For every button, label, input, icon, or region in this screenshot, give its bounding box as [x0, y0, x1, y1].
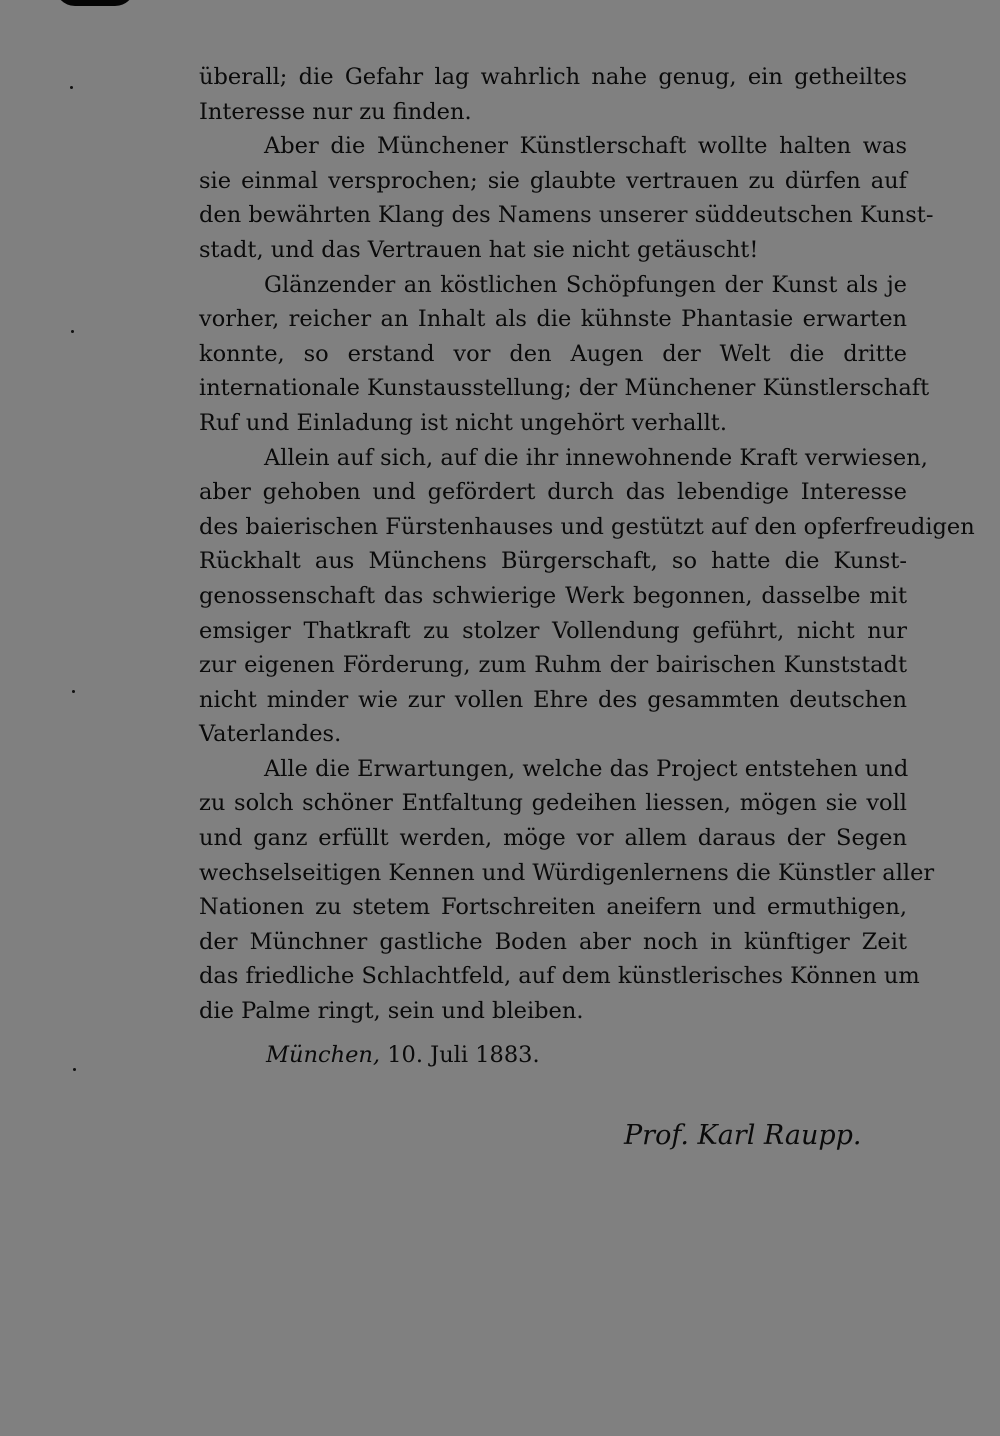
margin-speck	[71, 330, 74, 333]
dateline-place: München,	[266, 1042, 381, 1068]
margin-speck	[70, 86, 73, 89]
text-line: aber gehoben und gefördert durch das lebendige Interesse	[199, 479, 907, 506]
text-line: stadt, und das Vertrauen hat sie nicht getäuscht!	[199, 236, 759, 263]
paragraph	[199, 129, 934, 267]
paragraph	[199, 752, 935, 1029]
text-line: Aber die Münchener Künstlerschaft wollte halten was	[264, 133, 907, 160]
paragraph	[199, 60, 907, 129]
text-line: nicht minder wie zur vollen Ehre des gesammten deutschen	[199, 686, 907, 713]
text-line: der Münchner gastliche Boden aber noch in künftiger Zeit	[199, 928, 907, 955]
text-line: Alle die Erwartungen, welche das Project entstehen und	[264, 755, 909, 782]
text-line: Nationen zu stetem Fortschreiten aneifern und ermuthigen,	[199, 894, 907, 921]
text-line: Ruf und Einladung ist nicht ungehört verhallt.	[199, 409, 727, 436]
text-line: Interesse nur zu finden.	[199, 98, 472, 125]
text-line: Allein auf sich, auf die ihr innewohnende Kraft verwiesen,	[264, 444, 928, 471]
text-line: internationale Kunstausstellung; der Münchener Künstlerschaft	[199, 375, 930, 402]
text-line: die Palme ringt, sein und bleiben.	[199, 998, 584, 1025]
dateline-date: 10. Juli 1883.	[387, 1042, 540, 1068]
signature: Prof. Karl Raupp.	[624, 1120, 862, 1151]
paragraph	[199, 268, 930, 441]
margin-speck	[72, 690, 75, 693]
text-line: Rückhalt aus Münchens Bürgerschaft, so hatte die Kunst-	[199, 548, 907, 575]
text-line: emsiger Thatkraft zu stolzer Vollendung geführt, nicht nur	[199, 617, 907, 644]
text-line: zu solch schöner Entfaltung gedeihen liessen, mögen sie voll	[199, 790, 907, 817]
text-line: den bewährten Klang des Namens unserer süddeutschen Kunst-	[199, 202, 934, 229]
text-line: überall; die Gefahr lag wahrlich nahe genug, ein getheiltes	[199, 64, 907, 90]
dateline	[266, 1038, 540, 1073]
margin-speck	[73, 1068, 76, 1071]
body-text	[199, 60, 975, 1029]
text-line: zur eigenen Förderung, zum Ruhm der bairischen Kunststadt	[199, 652, 907, 679]
text-line: Glänzender an köstlichen Schöpfungen der Kunst als je	[264, 271, 907, 298]
text-line: sie einmal versprochen; sie glaubte vertrauen zu dürfen auf	[199, 167, 907, 194]
text-line: Vaterlandes.	[199, 721, 342, 748]
text-line: des baierischen Fürstenhauses und gestützt auf den opferfreudigen	[199, 513, 975, 540]
text-line: genossenschaft das schwierige Werk begonnen, dasselbe mit	[199, 582, 907, 609]
text-line: und ganz erfüllt werden, möge vor allem daraus der Segen	[199, 825, 907, 852]
text-line: wechselseitigen Kennen und Würdigenlernens die Künstler aller	[199, 859, 935, 886]
paragraph	[199, 441, 975, 752]
text-line: vorher, reicher an Inhalt als die kühnste Phantasie erwarten	[199, 306, 907, 333]
ink-blot	[55, 0, 135, 6]
text-line: das friedliche Schlachtfeld, auf dem künstlerisches Können um	[199, 963, 920, 990]
text-line: konnte, so erstand vor den Augen der Welt die dritte	[199, 340, 907, 367]
